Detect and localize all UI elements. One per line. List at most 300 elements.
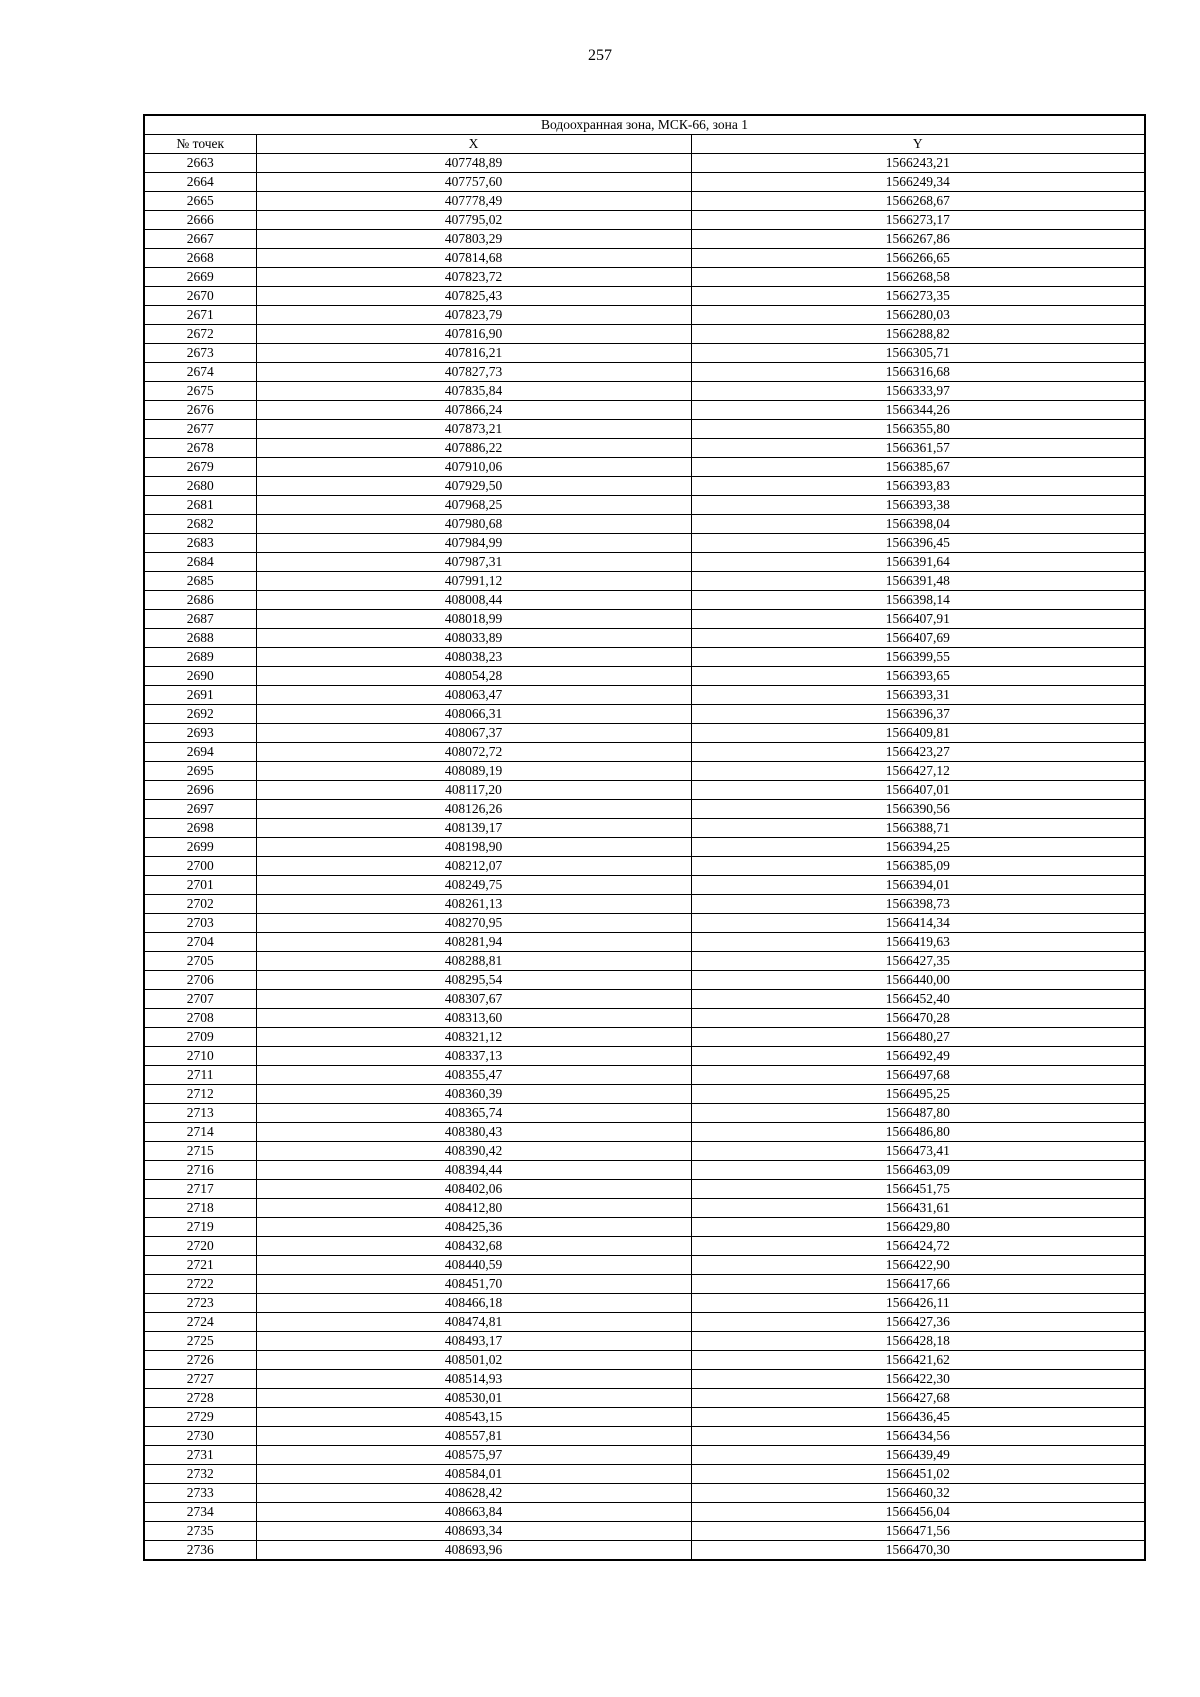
table-row bbox=[144, 838, 1145, 857]
table-row bbox=[144, 1427, 1145, 1446]
y-coordinate-cell: 1566361,57 bbox=[691, 439, 1145, 458]
x-coordinate-cell: 408072,72 bbox=[256, 743, 691, 762]
point-number-cell: 2668 bbox=[144, 249, 256, 268]
table-row bbox=[144, 1541, 1145, 1561]
y-coordinate-cell: 1566385,67 bbox=[691, 458, 1145, 477]
column-header-y: Y bbox=[691, 135, 1145, 154]
table-row bbox=[144, 914, 1145, 933]
table-row bbox=[144, 249, 1145, 268]
x-coordinate-cell: 408008,44 bbox=[256, 591, 691, 610]
point-number-cell: 2731 bbox=[144, 1446, 256, 1465]
point-number-cell: 2672 bbox=[144, 325, 256, 344]
y-coordinate-cell: 1566427,36 bbox=[691, 1313, 1145, 1332]
table-row bbox=[144, 952, 1145, 971]
y-coordinate-cell: 1566399,55 bbox=[691, 648, 1145, 667]
point-number-cell: 2724 bbox=[144, 1313, 256, 1332]
point-number-cell: 2684 bbox=[144, 553, 256, 572]
y-coordinate-cell: 1566451,75 bbox=[691, 1180, 1145, 1199]
x-coordinate-cell: 407929,50 bbox=[256, 477, 691, 496]
x-coordinate-cell: 407816,90 bbox=[256, 325, 691, 344]
x-coordinate-cell: 408543,15 bbox=[256, 1408, 691, 1427]
x-coordinate-cell: 408295,54 bbox=[256, 971, 691, 990]
coordinates-table bbox=[143, 114, 1146, 1561]
y-coordinate-cell: 1566398,04 bbox=[691, 515, 1145, 534]
point-number-cell: 2720 bbox=[144, 1237, 256, 1256]
x-coordinate-cell: 408693,34 bbox=[256, 1522, 691, 1541]
point-number-cell: 2708 bbox=[144, 1009, 256, 1028]
point-number-cell: 2711 bbox=[144, 1066, 256, 1085]
table-row bbox=[144, 610, 1145, 629]
table-row bbox=[144, 1503, 1145, 1522]
y-coordinate-cell: 1566398,73 bbox=[691, 895, 1145, 914]
y-coordinate-cell: 1566355,80 bbox=[691, 420, 1145, 439]
x-coordinate-cell: 407910,06 bbox=[256, 458, 691, 477]
y-coordinate-cell: 1566398,14 bbox=[691, 591, 1145, 610]
point-number-cell: 2709 bbox=[144, 1028, 256, 1047]
point-number-cell: 2725 bbox=[144, 1332, 256, 1351]
point-number-cell: 2695 bbox=[144, 762, 256, 781]
y-coordinate-cell: 1566470,28 bbox=[691, 1009, 1145, 1028]
x-coordinate-cell: 407866,24 bbox=[256, 401, 691, 420]
table-row bbox=[144, 1484, 1145, 1503]
x-coordinate-cell: 408501,02 bbox=[256, 1351, 691, 1370]
y-coordinate-cell: 1566422,30 bbox=[691, 1370, 1145, 1389]
column-header-point-number: № точек bbox=[144, 135, 256, 154]
point-number-cell: 2727 bbox=[144, 1370, 256, 1389]
point-number-cell: 2719 bbox=[144, 1218, 256, 1237]
point-number-cell: 2666 bbox=[144, 211, 256, 230]
y-coordinate-cell: 1566452,40 bbox=[691, 990, 1145, 1009]
point-number-cell: 2714 bbox=[144, 1123, 256, 1142]
x-coordinate-cell: 408628,42 bbox=[256, 1484, 691, 1503]
column-header-x: X bbox=[256, 135, 691, 154]
point-number-cell: 2678 bbox=[144, 439, 256, 458]
table-row bbox=[144, 705, 1145, 724]
table-row bbox=[144, 876, 1145, 895]
point-number-cell: 2723 bbox=[144, 1294, 256, 1313]
table-row bbox=[144, 971, 1145, 990]
point-number-cell: 2736 bbox=[144, 1541, 256, 1561]
x-coordinate-cell: 408054,28 bbox=[256, 667, 691, 686]
table-row bbox=[144, 382, 1145, 401]
point-number-cell: 2693 bbox=[144, 724, 256, 743]
y-coordinate-cell: 1566393,38 bbox=[691, 496, 1145, 515]
y-coordinate-cell: 1566394,01 bbox=[691, 876, 1145, 895]
point-number-cell: 2734 bbox=[144, 1503, 256, 1522]
x-coordinate-cell: 408067,37 bbox=[256, 724, 691, 743]
x-coordinate-cell: 407968,25 bbox=[256, 496, 691, 515]
x-coordinate-cell: 408281,94 bbox=[256, 933, 691, 952]
x-coordinate-cell: 408693,96 bbox=[256, 1541, 691, 1561]
x-coordinate-cell: 408066,31 bbox=[256, 705, 691, 724]
x-coordinate-cell: 408261,13 bbox=[256, 895, 691, 914]
y-coordinate-cell: 1566429,80 bbox=[691, 1218, 1145, 1237]
x-coordinate-cell: 408198,90 bbox=[256, 838, 691, 857]
y-coordinate-cell: 1566440,00 bbox=[691, 971, 1145, 990]
table-row bbox=[144, 420, 1145, 439]
table-row bbox=[144, 1218, 1145, 1237]
point-number-cell: 2721 bbox=[144, 1256, 256, 1275]
x-coordinate-cell: 408451,70 bbox=[256, 1275, 691, 1294]
y-coordinate-cell: 1566288,82 bbox=[691, 325, 1145, 344]
table-row bbox=[144, 154, 1145, 173]
table-row bbox=[144, 230, 1145, 249]
point-number-cell: 2701 bbox=[144, 876, 256, 895]
point-number-cell: 2691 bbox=[144, 686, 256, 705]
point-number-cell: 2696 bbox=[144, 781, 256, 800]
x-coordinate-cell: 407886,22 bbox=[256, 439, 691, 458]
table-row bbox=[144, 819, 1145, 838]
point-number-cell: 2699 bbox=[144, 838, 256, 857]
x-coordinate-cell: 407835,84 bbox=[256, 382, 691, 401]
point-number-cell: 2690 bbox=[144, 667, 256, 686]
x-coordinate-cell: 408360,39 bbox=[256, 1085, 691, 1104]
point-number-cell: 2728 bbox=[144, 1389, 256, 1408]
x-coordinate-cell: 408402,06 bbox=[256, 1180, 691, 1199]
x-coordinate-cell: 408380,43 bbox=[256, 1123, 691, 1142]
point-number-cell: 2729 bbox=[144, 1408, 256, 1427]
x-coordinate-cell: 407814,68 bbox=[256, 249, 691, 268]
x-coordinate-cell: 408575,97 bbox=[256, 1446, 691, 1465]
table-row bbox=[144, 1275, 1145, 1294]
y-coordinate-cell: 1566492,49 bbox=[691, 1047, 1145, 1066]
y-coordinate-cell: 1566268,58 bbox=[691, 268, 1145, 287]
x-coordinate-cell: 408412,80 bbox=[256, 1199, 691, 1218]
y-coordinate-cell: 1566422,90 bbox=[691, 1256, 1145, 1275]
y-coordinate-cell: 1566421,62 bbox=[691, 1351, 1145, 1370]
y-coordinate-cell: 1566316,68 bbox=[691, 363, 1145, 382]
table-row bbox=[144, 895, 1145, 914]
table-row bbox=[144, 306, 1145, 325]
x-coordinate-cell: 408394,44 bbox=[256, 1161, 691, 1180]
y-coordinate-cell: 1566434,56 bbox=[691, 1427, 1145, 1446]
table-row bbox=[144, 629, 1145, 648]
x-coordinate-cell: 407757,60 bbox=[256, 173, 691, 192]
y-coordinate-cell: 1566266,65 bbox=[691, 249, 1145, 268]
y-coordinate-cell: 1566267,86 bbox=[691, 230, 1145, 249]
table-row bbox=[144, 1199, 1145, 1218]
x-coordinate-cell: 407823,79 bbox=[256, 306, 691, 325]
y-coordinate-cell: 1566344,26 bbox=[691, 401, 1145, 420]
table-row bbox=[144, 1028, 1145, 1047]
x-coordinate-cell: 408089,19 bbox=[256, 762, 691, 781]
point-number-cell: 2674 bbox=[144, 363, 256, 382]
table-row bbox=[144, 572, 1145, 591]
y-coordinate-cell: 1566417,66 bbox=[691, 1275, 1145, 1294]
point-number-cell: 2683 bbox=[144, 534, 256, 553]
point-number-cell: 2702 bbox=[144, 895, 256, 914]
x-coordinate-cell: 408584,01 bbox=[256, 1465, 691, 1484]
x-coordinate-cell: 408514,93 bbox=[256, 1370, 691, 1389]
x-coordinate-cell: 407991,12 bbox=[256, 572, 691, 591]
y-coordinate-cell: 1566305,71 bbox=[691, 344, 1145, 363]
point-number-cell: 2716 bbox=[144, 1161, 256, 1180]
x-coordinate-cell: 407827,73 bbox=[256, 363, 691, 382]
x-coordinate-cell: 408432,68 bbox=[256, 1237, 691, 1256]
y-coordinate-cell: 1566451,02 bbox=[691, 1465, 1145, 1484]
point-number-cell: 2730 bbox=[144, 1427, 256, 1446]
y-coordinate-cell: 1566243,21 bbox=[691, 154, 1145, 173]
table-row bbox=[144, 325, 1145, 344]
y-coordinate-cell: 1566391,64 bbox=[691, 553, 1145, 572]
point-number-cell: 2689 bbox=[144, 648, 256, 667]
point-number-cell: 2726 bbox=[144, 1351, 256, 1370]
table-row bbox=[144, 1370, 1145, 1389]
table-row bbox=[144, 933, 1145, 952]
x-coordinate-cell: 408033,89 bbox=[256, 629, 691, 648]
table-row bbox=[144, 363, 1145, 382]
y-coordinate-cell: 1566407,69 bbox=[691, 629, 1145, 648]
table-row bbox=[144, 1465, 1145, 1484]
table-row bbox=[144, 1237, 1145, 1256]
table-row bbox=[144, 781, 1145, 800]
table-row bbox=[144, 648, 1145, 667]
y-coordinate-cell: 1566390,56 bbox=[691, 800, 1145, 819]
x-coordinate-cell: 408337,13 bbox=[256, 1047, 691, 1066]
table-row bbox=[144, 534, 1145, 553]
x-coordinate-cell: 408493,17 bbox=[256, 1332, 691, 1351]
y-coordinate-cell: 1566431,61 bbox=[691, 1199, 1145, 1218]
point-number-cell: 2700 bbox=[144, 857, 256, 876]
point-number-cell: 2713 bbox=[144, 1104, 256, 1123]
table-row bbox=[144, 1351, 1145, 1370]
point-number-cell: 2675 bbox=[144, 382, 256, 401]
point-number-cell: 2698 bbox=[144, 819, 256, 838]
table-row bbox=[144, 686, 1145, 705]
x-coordinate-cell: 408530,01 bbox=[256, 1389, 691, 1408]
point-number-cell: 2682 bbox=[144, 515, 256, 534]
table-row bbox=[144, 1123, 1145, 1142]
point-number-cell: 2732 bbox=[144, 1465, 256, 1484]
x-coordinate-cell: 407778,49 bbox=[256, 192, 691, 211]
x-coordinate-cell: 408321,12 bbox=[256, 1028, 691, 1047]
table-row bbox=[144, 496, 1145, 515]
table-row bbox=[144, 1009, 1145, 1028]
table-row bbox=[144, 743, 1145, 762]
point-number-cell: 2663 bbox=[144, 154, 256, 173]
table-row bbox=[144, 1142, 1145, 1161]
point-number-cell: 2667 bbox=[144, 230, 256, 249]
y-coordinate-cell: 1566427,35 bbox=[691, 952, 1145, 971]
point-number-cell: 2670 bbox=[144, 287, 256, 306]
x-coordinate-cell: 408355,47 bbox=[256, 1066, 691, 1085]
y-coordinate-cell: 1566487,80 bbox=[691, 1104, 1145, 1123]
y-coordinate-cell: 1566456,04 bbox=[691, 1503, 1145, 1522]
y-coordinate-cell: 1566396,37 bbox=[691, 705, 1145, 724]
table-row bbox=[144, 857, 1145, 876]
table-row bbox=[144, 1256, 1145, 1275]
y-coordinate-cell: 1566393,65 bbox=[691, 667, 1145, 686]
y-coordinate-cell: 1566480,27 bbox=[691, 1028, 1145, 1047]
y-coordinate-cell: 1566396,45 bbox=[691, 534, 1145, 553]
y-coordinate-cell: 1566428,18 bbox=[691, 1332, 1145, 1351]
table-row bbox=[144, 1104, 1145, 1123]
table-row bbox=[144, 990, 1145, 1009]
point-number-cell: 2673 bbox=[144, 344, 256, 363]
page-number: 257 bbox=[588, 47, 612, 64]
table-row bbox=[144, 1446, 1145, 1465]
y-coordinate-cell: 1566426,11 bbox=[691, 1294, 1145, 1313]
table-row bbox=[144, 287, 1145, 306]
table-row bbox=[144, 401, 1145, 420]
x-coordinate-cell: 408313,60 bbox=[256, 1009, 691, 1028]
y-coordinate-cell: 1566424,72 bbox=[691, 1237, 1145, 1256]
x-coordinate-cell: 408117,20 bbox=[256, 781, 691, 800]
x-coordinate-cell: 407816,21 bbox=[256, 344, 691, 363]
point-number-cell: 2692 bbox=[144, 705, 256, 724]
y-coordinate-cell: 1566427,12 bbox=[691, 762, 1145, 781]
table-row bbox=[144, 344, 1145, 363]
y-coordinate-cell: 1566394,25 bbox=[691, 838, 1145, 857]
table-caption-row bbox=[144, 115, 1145, 135]
table-row bbox=[144, 1047, 1145, 1066]
point-number-cell: 2718 bbox=[144, 1199, 256, 1218]
table-body bbox=[144, 154, 1145, 1561]
y-coordinate-cell: 1566414,34 bbox=[691, 914, 1145, 933]
y-coordinate-cell: 1566268,67 bbox=[691, 192, 1145, 211]
y-coordinate-cell: 1566436,45 bbox=[691, 1408, 1145, 1427]
table-row bbox=[144, 439, 1145, 458]
table-row bbox=[144, 724, 1145, 743]
table-row bbox=[144, 1313, 1145, 1332]
table-row bbox=[144, 268, 1145, 287]
table-row bbox=[144, 1408, 1145, 1427]
x-coordinate-cell: 407823,72 bbox=[256, 268, 691, 287]
table-row bbox=[144, 173, 1145, 192]
point-number-cell: 2664 bbox=[144, 173, 256, 192]
point-number-cell: 2685 bbox=[144, 572, 256, 591]
y-coordinate-cell: 1566273,35 bbox=[691, 287, 1145, 306]
x-coordinate-cell: 408466,18 bbox=[256, 1294, 691, 1313]
x-coordinate-cell: 408365,74 bbox=[256, 1104, 691, 1123]
point-number-cell: 2671 bbox=[144, 306, 256, 325]
point-number-cell: 2694 bbox=[144, 743, 256, 762]
x-coordinate-cell: 408270,95 bbox=[256, 914, 691, 933]
y-coordinate-cell: 1566407,01 bbox=[691, 781, 1145, 800]
x-coordinate-cell: 408474,81 bbox=[256, 1313, 691, 1332]
x-coordinate-cell: 408557,81 bbox=[256, 1427, 691, 1446]
point-number-cell: 2717 bbox=[144, 1180, 256, 1199]
x-coordinate-cell: 407825,43 bbox=[256, 287, 691, 306]
y-coordinate-cell: 1566439,49 bbox=[691, 1446, 1145, 1465]
x-coordinate-cell: 408440,59 bbox=[256, 1256, 691, 1275]
x-coordinate-cell: 407980,68 bbox=[256, 515, 691, 534]
table-row bbox=[144, 477, 1145, 496]
table-row bbox=[144, 211, 1145, 230]
table-row bbox=[144, 1085, 1145, 1104]
x-coordinate-cell: 408212,07 bbox=[256, 857, 691, 876]
point-number-cell: 2688 bbox=[144, 629, 256, 648]
table-row bbox=[144, 1522, 1145, 1541]
x-coordinate-cell: 407795,02 bbox=[256, 211, 691, 230]
y-coordinate-cell: 1566333,97 bbox=[691, 382, 1145, 401]
y-coordinate-cell: 1566409,81 bbox=[691, 724, 1145, 743]
table-row bbox=[144, 1294, 1145, 1313]
table-row bbox=[144, 1389, 1145, 1408]
table-row bbox=[144, 553, 1145, 572]
point-number-cell: 2703 bbox=[144, 914, 256, 933]
table-row bbox=[144, 667, 1145, 686]
point-number-cell: 2712 bbox=[144, 1085, 256, 1104]
table-row bbox=[144, 591, 1145, 610]
y-coordinate-cell: 1566471,56 bbox=[691, 1522, 1145, 1541]
point-number-cell: 2679 bbox=[144, 458, 256, 477]
x-coordinate-cell: 408063,47 bbox=[256, 686, 691, 705]
table-row bbox=[144, 1161, 1145, 1180]
table-row bbox=[144, 458, 1145, 477]
table-row bbox=[144, 1066, 1145, 1085]
point-number-cell: 2680 bbox=[144, 477, 256, 496]
x-coordinate-cell: 408425,36 bbox=[256, 1218, 691, 1237]
point-number-cell: 2706 bbox=[144, 971, 256, 990]
y-coordinate-cell: 1566497,68 bbox=[691, 1066, 1145, 1085]
x-coordinate-cell: 408663,84 bbox=[256, 1503, 691, 1522]
x-coordinate-cell: 407803,29 bbox=[256, 230, 691, 249]
x-coordinate-cell: 408038,23 bbox=[256, 648, 691, 667]
y-coordinate-cell: 1566393,31 bbox=[691, 686, 1145, 705]
x-coordinate-cell: 408126,26 bbox=[256, 800, 691, 819]
y-coordinate-cell: 1566273,17 bbox=[691, 211, 1145, 230]
point-number-cell: 2722 bbox=[144, 1275, 256, 1294]
y-coordinate-cell: 1566388,71 bbox=[691, 819, 1145, 838]
y-coordinate-cell: 1566486,80 bbox=[691, 1123, 1145, 1142]
point-number-cell: 2707 bbox=[144, 990, 256, 1009]
y-coordinate-cell: 1566463,09 bbox=[691, 1161, 1145, 1180]
x-coordinate-cell: 407748,89 bbox=[256, 154, 691, 173]
point-number-cell: 2697 bbox=[144, 800, 256, 819]
y-coordinate-cell: 1566460,32 bbox=[691, 1484, 1145, 1503]
y-coordinate-cell: 1566473,41 bbox=[691, 1142, 1145, 1161]
point-number-cell: 2710 bbox=[144, 1047, 256, 1066]
point-number-cell: 2733 bbox=[144, 1484, 256, 1503]
y-coordinate-cell: 1566495,25 bbox=[691, 1085, 1145, 1104]
table-row bbox=[144, 1332, 1145, 1351]
point-number-cell: 2686 bbox=[144, 591, 256, 610]
table-row bbox=[144, 762, 1145, 781]
x-coordinate-cell: 407984,99 bbox=[256, 534, 691, 553]
x-coordinate-cell: 408288,81 bbox=[256, 952, 691, 971]
point-number-cell: 2677 bbox=[144, 420, 256, 439]
table-row bbox=[144, 800, 1145, 819]
point-number-cell: 2676 bbox=[144, 401, 256, 420]
y-coordinate-cell: 1566249,34 bbox=[691, 173, 1145, 192]
table-caption: Водоохранная зона, МСК-66, зона 1 bbox=[144, 115, 1145, 135]
point-number-cell: 2681 bbox=[144, 496, 256, 515]
table-header-row bbox=[144, 135, 1145, 154]
y-coordinate-cell: 1566419,63 bbox=[691, 933, 1145, 952]
point-number-cell: 2665 bbox=[144, 192, 256, 211]
y-coordinate-cell: 1566385,09 bbox=[691, 857, 1145, 876]
table-row bbox=[144, 1180, 1145, 1199]
y-coordinate-cell: 1566407,91 bbox=[691, 610, 1145, 629]
x-coordinate-cell: 408307,67 bbox=[256, 990, 691, 1009]
y-coordinate-cell: 1566391,48 bbox=[691, 572, 1145, 591]
y-coordinate-cell: 1566427,68 bbox=[691, 1389, 1145, 1408]
x-coordinate-cell: 407987,31 bbox=[256, 553, 691, 572]
point-number-cell: 2735 bbox=[144, 1522, 256, 1541]
y-coordinate-cell: 1566393,83 bbox=[691, 477, 1145, 496]
point-number-cell: 2687 bbox=[144, 610, 256, 629]
point-number-cell: 2669 bbox=[144, 268, 256, 287]
x-coordinate-cell: 408390,42 bbox=[256, 1142, 691, 1161]
point-number-cell: 2704 bbox=[144, 933, 256, 952]
x-coordinate-cell: 408018,99 bbox=[256, 610, 691, 629]
y-coordinate-cell: 1566280,03 bbox=[691, 306, 1145, 325]
point-number-cell: 2715 bbox=[144, 1142, 256, 1161]
y-coordinate-cell: 1566470,30 bbox=[691, 1541, 1145, 1561]
x-coordinate-cell: 407873,21 bbox=[256, 420, 691, 439]
x-coordinate-cell: 408139,17 bbox=[256, 819, 691, 838]
